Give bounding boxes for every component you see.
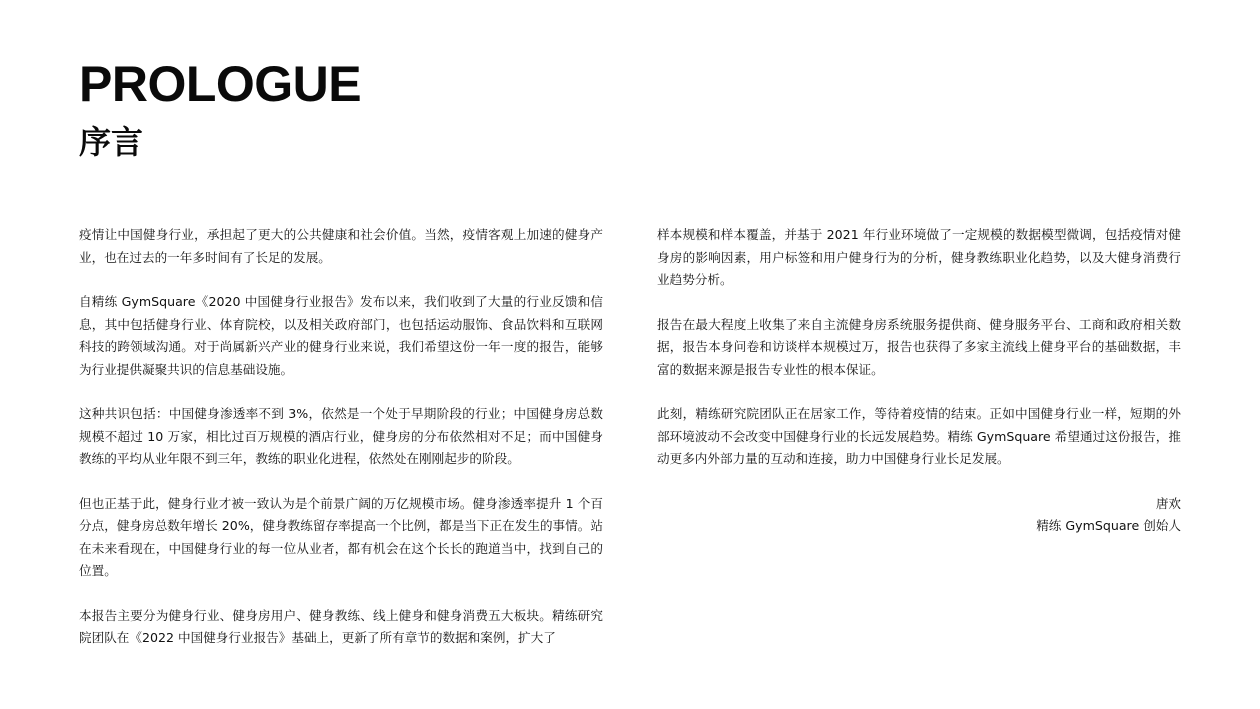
left-text-column [79, 224, 603, 672]
signature-block [657, 493, 1181, 538]
signature-name: 唐欢 [1155, 495, 1181, 511]
right-text-column [657, 224, 1181, 538]
signature-title: 精练 GymSquare 创始人 [1036, 518, 1181, 533]
paragraph: 样本规模和样本覆盖，并基于 2021 年行业环境做了一定规模的数据模型微调，包括疫情对健身房的影响因素，用户标签和用户健身行为的分析，健身教练职业化趋势，以及大健身消费行业趋势分析。 [657, 227, 1181, 287]
page-title-english: PROLOGUE [79, 56, 362, 112]
paragraph: 报告在最大程度上收集了来自主流健身房系统服务提供商、健身服务平台、工商和政府相关数据，报告本身问卷和访谈样本规模过万，报告也获得了多家主流线上健身平台的基础数据，丰富的数据来源是报告专业性的根本保证。 [657, 316, 1181, 377]
paragraph: 本报告主要分为健身行业、健身房用户、健身教练、线上健身和健身消费五大板块。精练研究院团队在《2022 中国健身行业报告》基础上，更新了所有章节的数据和案例，扩大了 [79, 607, 603, 645]
page-title-chinese: 序言 [79, 123, 144, 161]
paragraph: 此刻，精练研究院团队正在居家工作，等待着疫情的结束。正如中国健身行业一样，短期的外部环境波动不会改变中国健身行业的长远发展趋势。精练 GymSquare 希望通过这份报告，推动更多内外部力量的互动和连接，助力中国健身行业长足发展。 [657, 406, 1181, 466]
paragraph: 但也正基于此，健身行业才被一致认为是个前景广阔的万亿规模市场。健身渗透率提升 1 个百分点，健身房总数年增长 20%，健身教练留存率提高一个比例，都是当下正在发生的事情。站在未来看现在，中国健身行业的每一位从业者，都有机会在这个长长的跑道当中，找到自己的位置。 [79, 495, 603, 578]
paragraph: 疫情让中国健身行业，承担起了更大的公共健康和社会价值。当然，疫情客观上加速的健身产业，也在过去的一年多时间有了长足的发展。 [79, 227, 603, 265]
paragraph: 自精练 GymSquare《2020 中国健身行业报告》发布以来，我们收到了大量的行业反馈和信息，其中包括健身行业、体育院校，以及相关政府部门，也包括运动服饰、食品饮料和互联网科技的跨领域沟通。对于尚属新兴产业的健身行业来说，我们希望这份一年一度的报告，能够为行业提供凝聚共识的信息基础设施。 [79, 294, 603, 377]
paragraph: 这种共识包括：中国健身渗透率不到 3%，依然是一个处于早期阶段的行业；中国健身房总数规模不超过 10 万家，相比过百万规模的酒店行业，健身房的分布依然相对不足；而中国健身教练的平均从业年限不到三年，教练的职业化进程，依然处在刚刚起步的阶段。 [79, 406, 603, 466]
